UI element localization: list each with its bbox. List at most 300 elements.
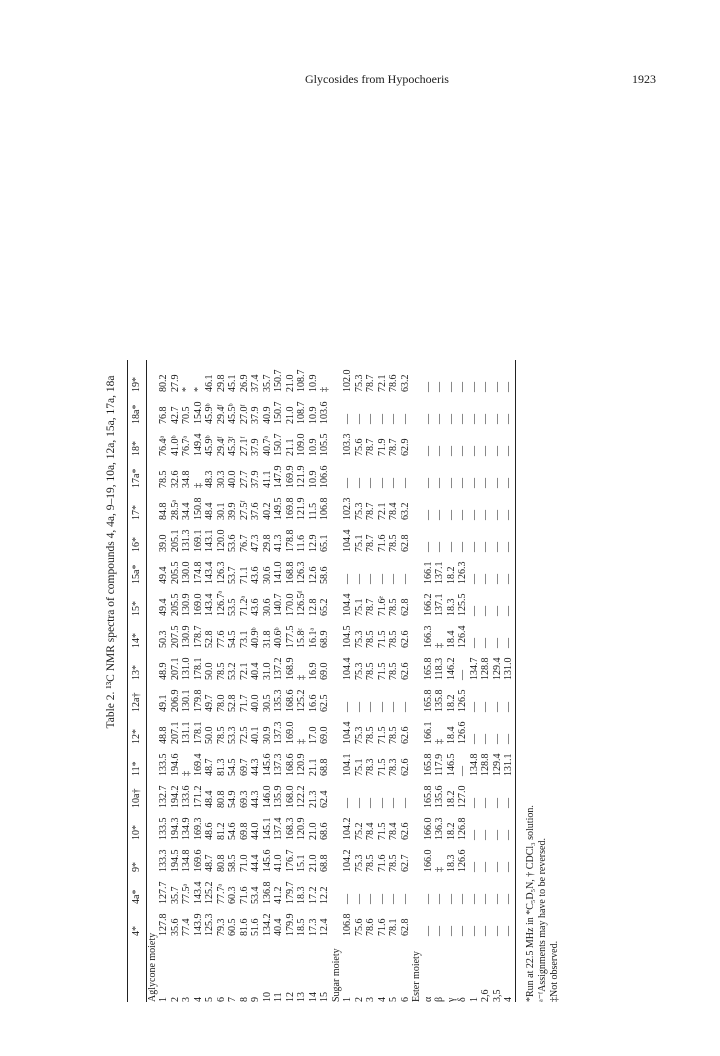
table-cell: 79.3	[215, 918, 227, 936]
table-row	[262, 360, 274, 1002]
table-cell: 27.7	[238, 470, 250, 488]
table-cell: —	[399, 574, 411, 584]
table-cell: 75.3	[353, 374, 365, 392]
table-cell: —	[468, 798, 480, 808]
table-cell: 75.3	[353, 630, 365, 648]
table-cell: 48.8	[158, 726, 169, 744]
table-cell: 137.2	[273, 657, 284, 680]
table-cell: 133.3	[158, 849, 169, 872]
table-cell: —	[365, 574, 376, 584]
table-cell: 146.0	[261, 785, 273, 808]
table-cell: 78.5	[365, 630, 376, 648]
table-cell: 40.7ᵃ	[261, 435, 273, 456]
table-cell: —	[422, 510, 434, 520]
table-cell: —	[491, 894, 503, 904]
table-cell: 35.6	[169, 918, 181, 936]
table-cell: —	[353, 702, 365, 712]
column-header: 11*	[131, 761, 142, 776]
table-cell: 135.9	[273, 785, 284, 808]
table-cell: 45.9ᵇ	[204, 435, 215, 456]
column-header: 4*	[131, 926, 142, 936]
table-cell: —	[503, 830, 514, 840]
table-cell: —	[445, 414, 457, 424]
table-cell: 68.8	[319, 758, 330, 776]
table-cell: 48.4	[204, 502, 215, 520]
table-row	[227, 360, 239, 1002]
table-cell: —	[388, 894, 399, 904]
table-cell: —	[399, 702, 411, 712]
table-cell: 133.5	[158, 753, 169, 776]
table-cell: 18.2	[445, 694, 457, 712]
table-cell: 136.8	[261, 881, 273, 904]
table-cell: 120.9	[296, 817, 307, 840]
table-cell: 53.6	[227, 534, 238, 552]
table-cell: 58.5	[227, 854, 238, 872]
table-cell: 54.9	[227, 790, 238, 808]
table-cell: 78.5	[365, 726, 376, 744]
table-cell: —	[468, 446, 480, 456]
column-header: 10a†	[131, 788, 142, 808]
table-cell: 75.6	[353, 438, 365, 456]
table-cell: —	[491, 862, 503, 872]
table-cell: 16.6	[307, 694, 319, 712]
table-cell: 72.1	[238, 662, 250, 680]
table-cell: 52.8	[227, 694, 238, 712]
table-cell: —	[468, 510, 480, 520]
table-cell: 78.3	[388, 758, 399, 776]
table-cell: 71.7	[238, 694, 250, 712]
table-cell: 73.1	[238, 630, 250, 648]
table-cell: 168.0	[284, 785, 296, 808]
table-cell: 72.1	[376, 374, 388, 392]
table-cell: 145.1	[261, 817, 273, 840]
table-cell: 166.0	[422, 817, 434, 840]
column-header: 4a*	[131, 889, 142, 904]
table-cell: 11.6	[296, 534, 307, 552]
table-cell: 40.9ᵇ	[250, 627, 261, 648]
table-cell: 49.7	[204, 694, 215, 712]
table-cell: 125.2	[296, 689, 307, 712]
table-row	[296, 360, 308, 1002]
table-cell: 126.4	[457, 625, 468, 648]
table-cell: 69.7	[238, 758, 250, 776]
row-label: 4	[192, 997, 204, 1002]
table-cell: —	[480, 638, 491, 648]
table-row	[457, 360, 469, 1002]
table-row	[250, 360, 262, 1002]
table-cell: 10.9	[307, 374, 319, 392]
table-cell: 169.3	[192, 817, 204, 840]
table-cell: —	[365, 894, 376, 904]
table-cell: 134.8	[181, 849, 192, 872]
table-cell: —	[480, 414, 491, 424]
table-cell: 44.3	[250, 758, 261, 776]
table-cell: 69.0	[319, 726, 330, 744]
table-cell: 134.2	[261, 913, 273, 936]
table-cell: 81.3	[215, 758, 227, 776]
table-cell: 29.8	[215, 374, 227, 392]
row-label: 2,6	[480, 989, 491, 1002]
table-cell: ‡	[319, 387, 330, 392]
table-cell: 70.5	[181, 406, 192, 424]
table-cell: 168.8	[284, 561, 296, 584]
row-label: 5	[388, 997, 399, 1002]
table-cell: —	[445, 542, 457, 552]
table-cell: —	[480, 510, 491, 520]
table-cell: 16.9	[307, 662, 319, 680]
table-cell: 132.7	[158, 785, 169, 808]
table-cell: 18.3	[445, 854, 457, 872]
table-cell: —	[376, 894, 388, 904]
table-row	[273, 360, 285, 1002]
table-cell: 150.7	[273, 401, 284, 424]
row-label: α	[422, 996, 434, 1002]
table-cell: 137.3	[273, 753, 284, 776]
table-cell: —	[422, 382, 434, 392]
table-cell: 76.7	[238, 534, 250, 552]
table-cell: 178.8	[284, 529, 296, 552]
section-title: Ester moiety	[411, 951, 422, 1002]
table-cell: 48.7	[204, 854, 215, 872]
row-label: 12	[284, 992, 296, 1002]
table-cell: —	[422, 446, 434, 456]
column-header: 16*	[131, 537, 142, 552]
table-cell: —	[457, 446, 468, 456]
column-header: 9*	[131, 862, 142, 872]
table-cell: 62.6	[399, 822, 411, 840]
table-cell: —	[457, 382, 468, 392]
table-cell: —	[480, 926, 491, 936]
table-cell: 126.6	[457, 721, 468, 744]
table-cell: 128.8	[480, 657, 491, 680]
column-header: 15*	[131, 601, 142, 616]
table-cell: 133.5	[158, 817, 169, 840]
table-cell: —	[388, 414, 399, 424]
table-cell: —	[468, 478, 480, 488]
table-cell: 71.2ᵃ	[238, 595, 250, 616]
table-cell: —	[422, 414, 434, 424]
table-cell: 104.4	[342, 657, 353, 680]
table-cell: 179.7	[284, 881, 296, 904]
table-cell: 32.6	[169, 470, 181, 488]
table-cell: —	[480, 830, 491, 840]
row-label: γ	[445, 997, 457, 1002]
table-cell: *	[181, 387, 192, 392]
table-cell: 29.8	[261, 534, 273, 552]
table-cell: 130.0	[181, 561, 192, 584]
table-cell: 168.6	[284, 753, 296, 776]
table-cell: 12.6	[307, 566, 319, 584]
table-cell: 78.1	[388, 918, 399, 936]
table-cell: 108.7	[296, 369, 307, 392]
table-cell: —	[480, 478, 491, 488]
table-cell: —	[434, 478, 445, 488]
table-cell: 126.5ᵈ	[296, 590, 307, 616]
table-cell: 69.0	[319, 662, 330, 680]
table-cell: —	[376, 414, 388, 424]
table-cell: 176.7	[284, 849, 296, 872]
table-cell: —	[503, 734, 514, 744]
table-cell: 166.0	[422, 849, 434, 872]
table-cell: 27.5ᶠ	[238, 500, 250, 520]
row-label: 10	[261, 992, 273, 1002]
table-cell: 52.8	[204, 630, 215, 648]
table-cell: 46.1	[204, 374, 215, 392]
table-cell: 75.3	[353, 726, 365, 744]
table-cell: —	[434, 382, 445, 392]
table-cell: 137.1	[434, 593, 445, 616]
table-cell: 178.1	[192, 657, 204, 680]
table-cell: 37.6	[250, 502, 261, 520]
table-cell: 205.1	[169, 529, 181, 552]
table-cell: 118.3	[434, 657, 445, 680]
table-cell: 11.5	[307, 502, 319, 520]
table-row	[469, 360, 481, 1002]
table-cell: 165.8	[422, 689, 434, 712]
table-cell: 177.5	[284, 625, 296, 648]
table-cell: 41.0ᵇ	[169, 435, 181, 456]
column-header: 17a*	[131, 468, 142, 488]
table-row	[423, 360, 435, 1002]
table-cell: 194.6	[169, 753, 181, 776]
table-cell: 76.7ᵃ	[181, 435, 192, 456]
row-label: 7	[227, 997, 238, 1002]
table-cell: 145.6	[261, 753, 273, 776]
table-cell: 169.9	[284, 465, 296, 488]
table-cell: —	[480, 382, 491, 392]
table-cell: 78.5	[365, 854, 376, 872]
table-cell: 134.7	[468, 657, 480, 680]
table-cell: 134.8	[468, 753, 480, 776]
table-cell: —	[388, 574, 399, 584]
table-cell: 44.0	[250, 822, 261, 840]
table-cell: 53.7	[227, 566, 238, 584]
table-cell: 10.9	[307, 470, 319, 488]
column-header: 10*	[131, 825, 142, 840]
table-cell: 41.0	[273, 854, 284, 872]
table-cell: 18.4	[445, 630, 457, 648]
table-cell: —	[422, 542, 434, 552]
table-cell: 68.8	[319, 854, 330, 872]
table-cell: —	[503, 542, 514, 552]
table-row	[434, 360, 446, 1002]
table-cell: 106.8	[342, 913, 353, 936]
table-cell: 149.4	[192, 433, 204, 456]
table-cell: 10.9	[307, 438, 319, 456]
table-cell: —	[503, 478, 514, 488]
table-cell: —	[457, 894, 468, 904]
table-cell: —	[468, 574, 480, 584]
table-cell: 72.5	[238, 726, 250, 744]
table-cell: —	[491, 478, 503, 488]
table-cell: 48.3	[204, 470, 215, 488]
table-cell: 104.2	[342, 849, 353, 872]
table-cell: 18.2	[445, 822, 457, 840]
table-cell: 106.6	[319, 465, 330, 488]
table-cell: 143.4	[204, 593, 215, 616]
table-cell: 105.5	[319, 433, 330, 456]
table-cell: 133.6	[181, 785, 192, 808]
table-cell: 169.8	[284, 497, 296, 520]
table-cell: 31.0	[261, 662, 273, 680]
table-cell: 62.6	[399, 662, 411, 680]
table-cell: 71.5	[376, 758, 388, 776]
table-cell: —	[468, 894, 480, 904]
table-cell: —	[503, 574, 514, 584]
table-cell: 169.0	[192, 593, 204, 616]
rotated-table-block	[105, 102, 575, 1002]
table-cell: —	[434, 894, 445, 904]
table-cell: 168.9	[284, 657, 296, 680]
table-cell: 75.1	[353, 598, 365, 616]
column-header: 12*	[131, 729, 142, 744]
table-cell: 62.7	[399, 854, 411, 872]
table-cell: ‡	[434, 739, 445, 744]
table-cell: 65.1	[319, 534, 330, 552]
table-cell: —	[457, 478, 468, 488]
table-cell: 130.9	[181, 593, 192, 616]
table-cell: —	[399, 894, 411, 904]
table-cell: 150.7	[273, 433, 284, 456]
running-title: Glycosides from Hypochoeris	[305, 72, 449, 86]
table-cell: 60.3	[227, 886, 238, 904]
table-cell: —	[503, 606, 514, 616]
table-cell: 78.0	[215, 694, 227, 712]
table-cell: 72.1	[376, 502, 388, 520]
table-cell: ‡	[296, 675, 307, 680]
table-cell: 135.8	[434, 689, 445, 712]
table-cell: 51.6	[250, 918, 261, 936]
table-cell: 131.0	[181, 657, 192, 680]
table-cell: 135.3	[273, 689, 284, 712]
table-cell: 131.1	[503, 753, 514, 776]
table-cell: 71.5	[376, 726, 388, 744]
table-cell: 75.6	[353, 918, 365, 936]
table-cell: 145.6	[261, 849, 273, 872]
table-cell: 78.6	[365, 918, 376, 936]
table-cell: 122.2	[296, 785, 307, 808]
table-row	[216, 360, 228, 1002]
table-cell: 104.5	[342, 625, 353, 648]
table-cell: —	[491, 830, 503, 840]
row-label: 6	[215, 997, 227, 1002]
table-cell: 21.0	[307, 822, 319, 840]
table-row	[308, 360, 320, 1002]
table-cell: 17.2	[307, 886, 319, 904]
table-cell: 126.7ᵃ	[215, 590, 227, 616]
table-cell: 49.4	[158, 598, 169, 616]
column-header: 15a*	[131, 564, 142, 584]
table-row	[193, 360, 205, 1002]
table-cell: —	[480, 862, 491, 872]
table-cell: 21.3	[307, 790, 319, 808]
table-cell: 78.5	[388, 534, 399, 552]
table-cell: —	[388, 478, 399, 488]
table-cell: —	[503, 862, 514, 872]
table-cell: 146.5	[445, 753, 457, 776]
table-cell: —	[422, 926, 434, 936]
table-cell: 134.9	[181, 817, 192, 840]
page-number: 1923	[632, 72, 656, 86]
table-cell: 41.3	[273, 534, 284, 552]
table-cell: 165.8	[422, 657, 434, 680]
table-cell: —	[399, 798, 411, 808]
table-cell: 78.5	[365, 662, 376, 680]
table-cell: 78.3	[365, 758, 376, 776]
table-cell: 77.5ᵃ	[181, 883, 192, 904]
table-cell: —	[491, 734, 503, 744]
table-cell: 45.9ᵇ	[204, 403, 215, 424]
table-cell: 27.0ᶠ	[238, 404, 250, 424]
table-cell: 130.9	[181, 625, 192, 648]
table-cell: 40.0	[227, 470, 238, 488]
table-cell: 120.9	[296, 753, 307, 776]
section-row	[331, 360, 343, 1002]
table-cell: 15.8ᶜ	[296, 627, 307, 648]
table-cell: 168.6	[284, 689, 296, 712]
table-cell: 10.9	[307, 406, 319, 424]
table-cell: 170.0	[284, 593, 296, 616]
row-label: 1	[158, 997, 169, 1002]
table-row	[204, 360, 216, 1002]
table-cell: 81.2	[215, 822, 227, 840]
table-cell: 129.4	[491, 657, 503, 680]
table-cell: 30.9	[261, 726, 273, 744]
table-cell: 18.3	[445, 598, 457, 616]
table-cell: 194.2	[169, 785, 181, 808]
row-label: 15	[319, 992, 330, 1002]
table-cell: —	[342, 798, 353, 808]
table-cell: —	[445, 478, 457, 488]
table-cell: 78.5	[158, 470, 169, 488]
table-cell: 18.3	[296, 886, 307, 904]
row-label: 11	[273, 992, 284, 1002]
table-cell: 12.2	[319, 886, 330, 904]
table-cell: 127.8	[158, 913, 169, 936]
table-cell: 127.7	[158, 881, 169, 904]
table-cell: 169.1	[192, 529, 204, 552]
table-cell: —	[434, 414, 445, 424]
table-cell: 78.5	[388, 854, 399, 872]
table-cell: 205.5	[169, 593, 181, 616]
table-cell: 106.8	[319, 497, 330, 520]
table-cell: —	[503, 638, 514, 648]
table-cell: —	[376, 798, 388, 808]
table-cell: —	[468, 862, 480, 872]
table-cell: 125.2	[204, 881, 215, 904]
table-cell: 54.5	[227, 758, 238, 776]
table-cell: 18.5	[296, 918, 307, 936]
row-label: 3	[181, 997, 192, 1002]
column-header: 12a†	[131, 692, 142, 712]
column-header: 18*	[131, 441, 142, 456]
table-cell: —	[503, 414, 514, 424]
footnote: *Run at 22.5 MHz in *C₅D₅N, † CDCl₃ solution.	[525, 805, 536, 1002]
table-cell: 40.6ᵇ	[273, 627, 284, 648]
footnote: ᵃ⁻ᶠAssignments may have to be reversed.	[537, 838, 548, 1002]
table-cell: 126.5	[457, 689, 468, 712]
table-cell: —	[434, 446, 445, 456]
table-cell: 68.6	[319, 822, 330, 840]
table-cell: 62.9	[399, 438, 411, 456]
table-cell: 171.2	[192, 785, 204, 808]
table-row	[503, 360, 515, 1002]
table-cell: 62.5	[319, 694, 330, 712]
table-cell: 78.7	[365, 502, 376, 520]
table-row	[480, 360, 492, 1002]
table-cell: 21.0	[307, 854, 319, 872]
table-row	[492, 360, 504, 1002]
